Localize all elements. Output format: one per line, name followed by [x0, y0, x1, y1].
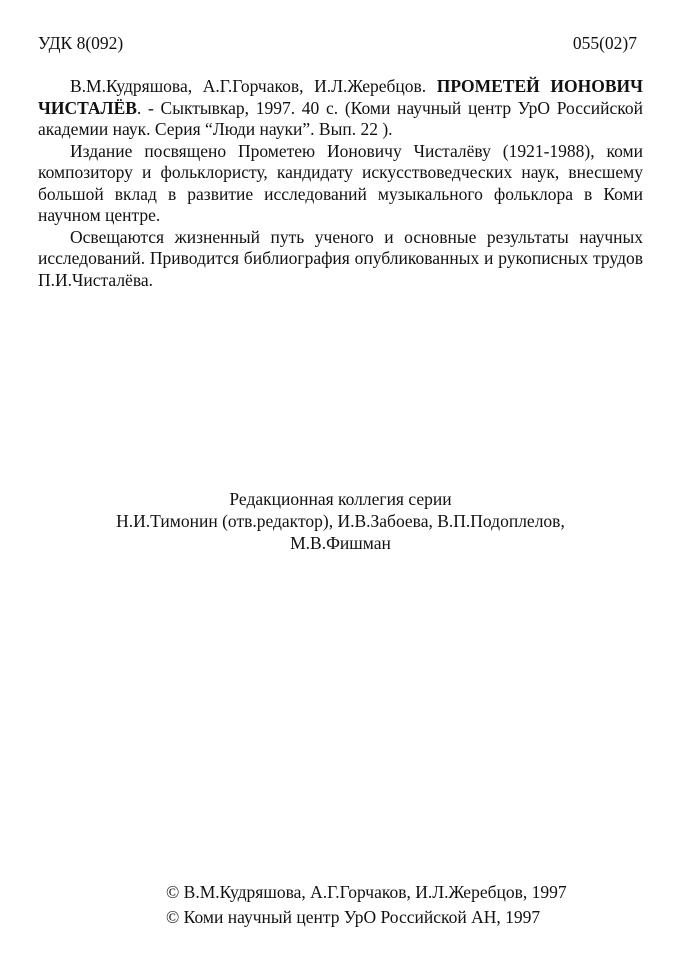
copyright-institution: © Коми научный центр УрО Российской АН, 1997: [166, 907, 541, 927]
copyright-block: [166, 880, 567, 930]
description-paragraph: Издание посвящено Прометею Ионовичу Чисталёву (1921-1988), коми композитору и фольклористу, кандидату искусствоведческих наук, внесшему большой вклад в развитие исследований музыкального фольклора в Коми научном центре.: [38, 140, 643, 225]
bibliographic-annotation: [38, 76, 643, 291]
editorial-board: [0, 488, 681, 554]
book-title: ПРОМЕТЕЙ ИОНОВИЧ ЧИСТАЛЁВ: [38, 76, 643, 118]
classification-line: [38, 33, 637, 54]
contents-paragraph: Освещаются жизненный путь ученого и основные результаты научных исследований. Приводится библиография опубликованных и рукописных трудов П.И.Чисталёва.: [38, 226, 643, 290]
editorial-heading: Редакционная коллегия серии: [229, 489, 452, 509]
editorial-members: Н.И.Тимонин (отв.редактор), И.В.Забоева, В.П.Подоплелов,: [116, 511, 565, 531]
imprint: . - Сыктывкар, 1997. 40 с. (Коми научный центр УрО Российской академии наук. Серия “Люди науки”. Вып. 22 ).: [38, 97, 643, 139]
copyright-authors: © В.М.Кудряшова, А.Г.Горчаков, И.Л.Жеребцов, 1997: [166, 882, 567, 902]
bbk-code: 055(02)7: [572, 33, 637, 53]
editorial-members-cont: М.В.Фишман: [290, 533, 391, 553]
bibliographic-record: [38, 76, 643, 141]
authors: В.М.Кудряшова, А.Г.Горчаков, И.Л.Жеребцов.: [70, 76, 427, 96]
udk-code: УДК 8(092): [38, 33, 124, 53]
